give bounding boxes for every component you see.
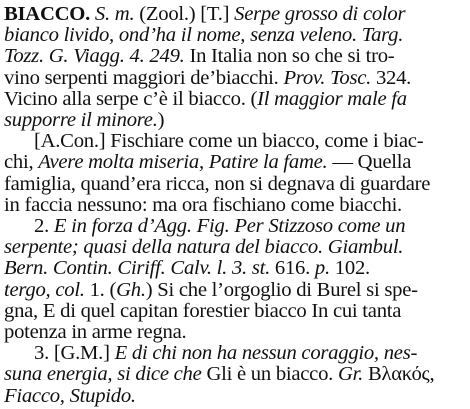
text-run: 1. (	[84, 279, 117, 301]
text-run: serpente; quasi della natura del biacco. Giambul.	[4, 237, 404, 259]
text-run: suna energia, si dice che	[4, 364, 202, 386]
entry-line	[4, 109, 164, 132]
text-run: 324.	[371, 67, 412, 89]
entry-line	[4, 279, 418, 302]
entry-line	[34, 342, 417, 365]
entry-line	[4, 300, 401, 323]
text-run: Prov. Tosc.	[283, 67, 372, 89]
text-run: in faccia nessuno: ma ora fischiano come biacchi.	[4, 194, 402, 216]
entry-line	[4, 257, 370, 280]
text-run: ) Si che l’orgoglio di Burel si spe-	[145, 279, 418, 301]
text-run: Βλακός,	[363, 364, 435, 386]
text-run: 616.	[270, 258, 315, 280]
entry-line	[4, 194, 402, 217]
entry-line	[4, 173, 430, 196]
entry-line	[4, 3, 405, 26]
text-run: 2.	[34, 216, 54, 237]
text-run: Gr.	[337, 364, 364, 386]
text-run: tergo, col.	[4, 279, 85, 301]
text-run: (Zool.) [T.]	[139, 4, 235, 25]
text-run: E di chi non ha nessun coraggio, nes-	[114, 343, 418, 365]
entry-line	[34, 130, 423, 153]
text-run: Gli è un biacco.	[201, 364, 338, 386]
text-run: potenza in arme regna.	[4, 322, 187, 343]
text-run: E in forza d’Agg. Fig. Per Stizzoso come un	[53, 216, 406, 237]
text-run: Avere molta miseria, Patire la fame.	[38, 152, 328, 174]
text-run: Tozz. G. Viagg. 4. 249.	[4, 46, 185, 68]
entry-line	[4, 88, 407, 111]
entry-line	[4, 45, 394, 68]
text-run: S. m.	[90, 4, 140, 25]
text-run: Serpe grosso di color	[234, 4, 406, 25]
text-run: bianco livido, ond’ha il nome, senza veleno. Targ.	[4, 25, 404, 47]
text-run: — Quella	[327, 152, 412, 174]
entry-line	[4, 67, 411, 90]
entry-line	[4, 363, 434, 386]
text-run: )	[157, 110, 165, 131]
text-run: vino serpenti maggiori de’biacchi.	[4, 67, 284, 89]
entry-line	[34, 215, 405, 238]
text-run: Gh.	[116, 279, 146, 301]
entry-line	[4, 236, 403, 259]
text-run: Bern. Contin. Ciriff. Calv. l. 3. st.	[4, 258, 271, 280]
entry-line	[4, 24, 403, 47]
entry-line	[4, 321, 186, 344]
text-run: Fiacco, Stupido.	[4, 385, 136, 407]
text-run: 102.	[329, 258, 370, 280]
text-run: supporre il minore.	[4, 110, 158, 131]
text-run: chi,	[4, 152, 39, 174]
text-run: p.	[314, 258, 330, 280]
text-run: Il maggior male fa	[257, 88, 407, 110]
entry-line	[4, 151, 411, 174]
entry-line	[4, 385, 136, 408]
text-run: 3. [G.M.]	[34, 343, 115, 365]
text-run: BIACCO.	[4, 4, 91, 25]
text-run: gna, E di quel capitan forestier biacco In cui tanta	[4, 300, 402, 322]
text-run: Vicino alla serpe c’è il biacco. (	[4, 88, 258, 110]
text-run: [A.Con.] Fischiare come un biacco, come i biac-	[34, 131, 424, 153]
text-run: In Italia non so che si tro-	[184, 46, 395, 68]
text-run: famiglia, quand’era ricca, non si degnava di guardare	[4, 173, 431, 195]
